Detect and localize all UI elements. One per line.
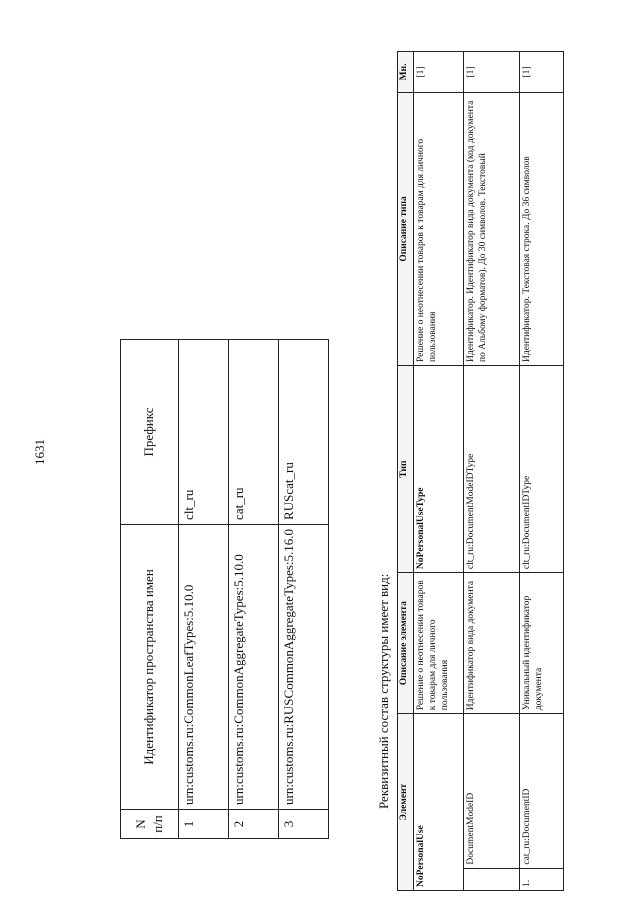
table-header-row	[398, 52, 414, 891]
element-desc: Уникальный идентификатор документа	[520, 573, 564, 714]
multiplicity: [1]	[464, 52, 520, 93]
multiplicity: [1]	[414, 52, 464, 93]
row-number: 1	[179, 810, 229, 839]
type-desc: Идентификатор. Текстовая строка. До 36 символов	[520, 92, 564, 365]
type-desc: Идентификатор. Идентификатор вида документа (код документа по Альбому форматов). До 30 символов. Текстовый	[464, 92, 520, 365]
row-number: 3	[279, 810, 329, 839]
multiplicity: [1]	[520, 52, 564, 93]
namespace-id: urn:customs.ru:RUSCommonAggregateTypes:5.16.0	[279, 524, 329, 809]
row-index	[464, 868, 520, 890]
prefix-value: RUScat_ru	[279, 340, 329, 525]
prefix-value: clt_ru	[179, 340, 229, 525]
table-row	[414, 52, 464, 891]
element-type: clt_ru:DocumentModeIDType	[464, 365, 520, 572]
table-row	[520, 52, 564, 891]
table-row	[229, 340, 279, 839]
element-type: NoPersonalUseType	[414, 365, 464, 572]
prefix-table	[120, 339, 329, 839]
row-index: 1.	[520, 868, 564, 890]
structure-caption: Реквизитный состав структуры имеет вид:	[376, 573, 391, 809]
element-name: NoPersonalUse	[414, 714, 464, 891]
prefix-value: cat_ru	[229, 340, 279, 525]
element-type: clt_ru:DocumentIDType	[520, 365, 564, 572]
header-type: Тип	[398, 365, 414, 572]
header-prefix: Префикс	[121, 340, 179, 525]
header-n: N п/п	[121, 810, 179, 839]
element-desc: Решение о неотнесении товаров к товарам для личного пользования	[414, 573, 464, 714]
namespace-id: urn:customs.ru:CommonAggregateTypes:5.10.0	[229, 524, 279, 809]
table-row	[279, 340, 329, 839]
table-row	[179, 340, 229, 839]
header-element: Элемент	[398, 714, 414, 891]
table-row	[464, 52, 520, 891]
page-number: 1631	[32, 439, 47, 465]
header-namespace: Идентификатор пространства имен	[121, 524, 179, 809]
element-name: cat_ru:DocumentID	[520, 714, 564, 868]
requisites-table	[397, 51, 564, 891]
type-desc: Решение о неотнесении товаров к товарам для личного пользования	[414, 92, 464, 365]
namespace-id: urn:customs.ru:CommonLeafTypes:5.10.0	[179, 524, 229, 809]
element-desc: Идентификатор вида документа	[464, 573, 520, 714]
row-number: 2	[229, 810, 279, 839]
table-header-row	[121, 340, 179, 839]
header-min: Мн.	[398, 52, 414, 93]
element-name: DocumentModeID	[464, 714, 520, 868]
header-element-desc: Описание элемента	[398, 573, 414, 714]
header-type-desc: Описание типа	[398, 92, 414, 365]
